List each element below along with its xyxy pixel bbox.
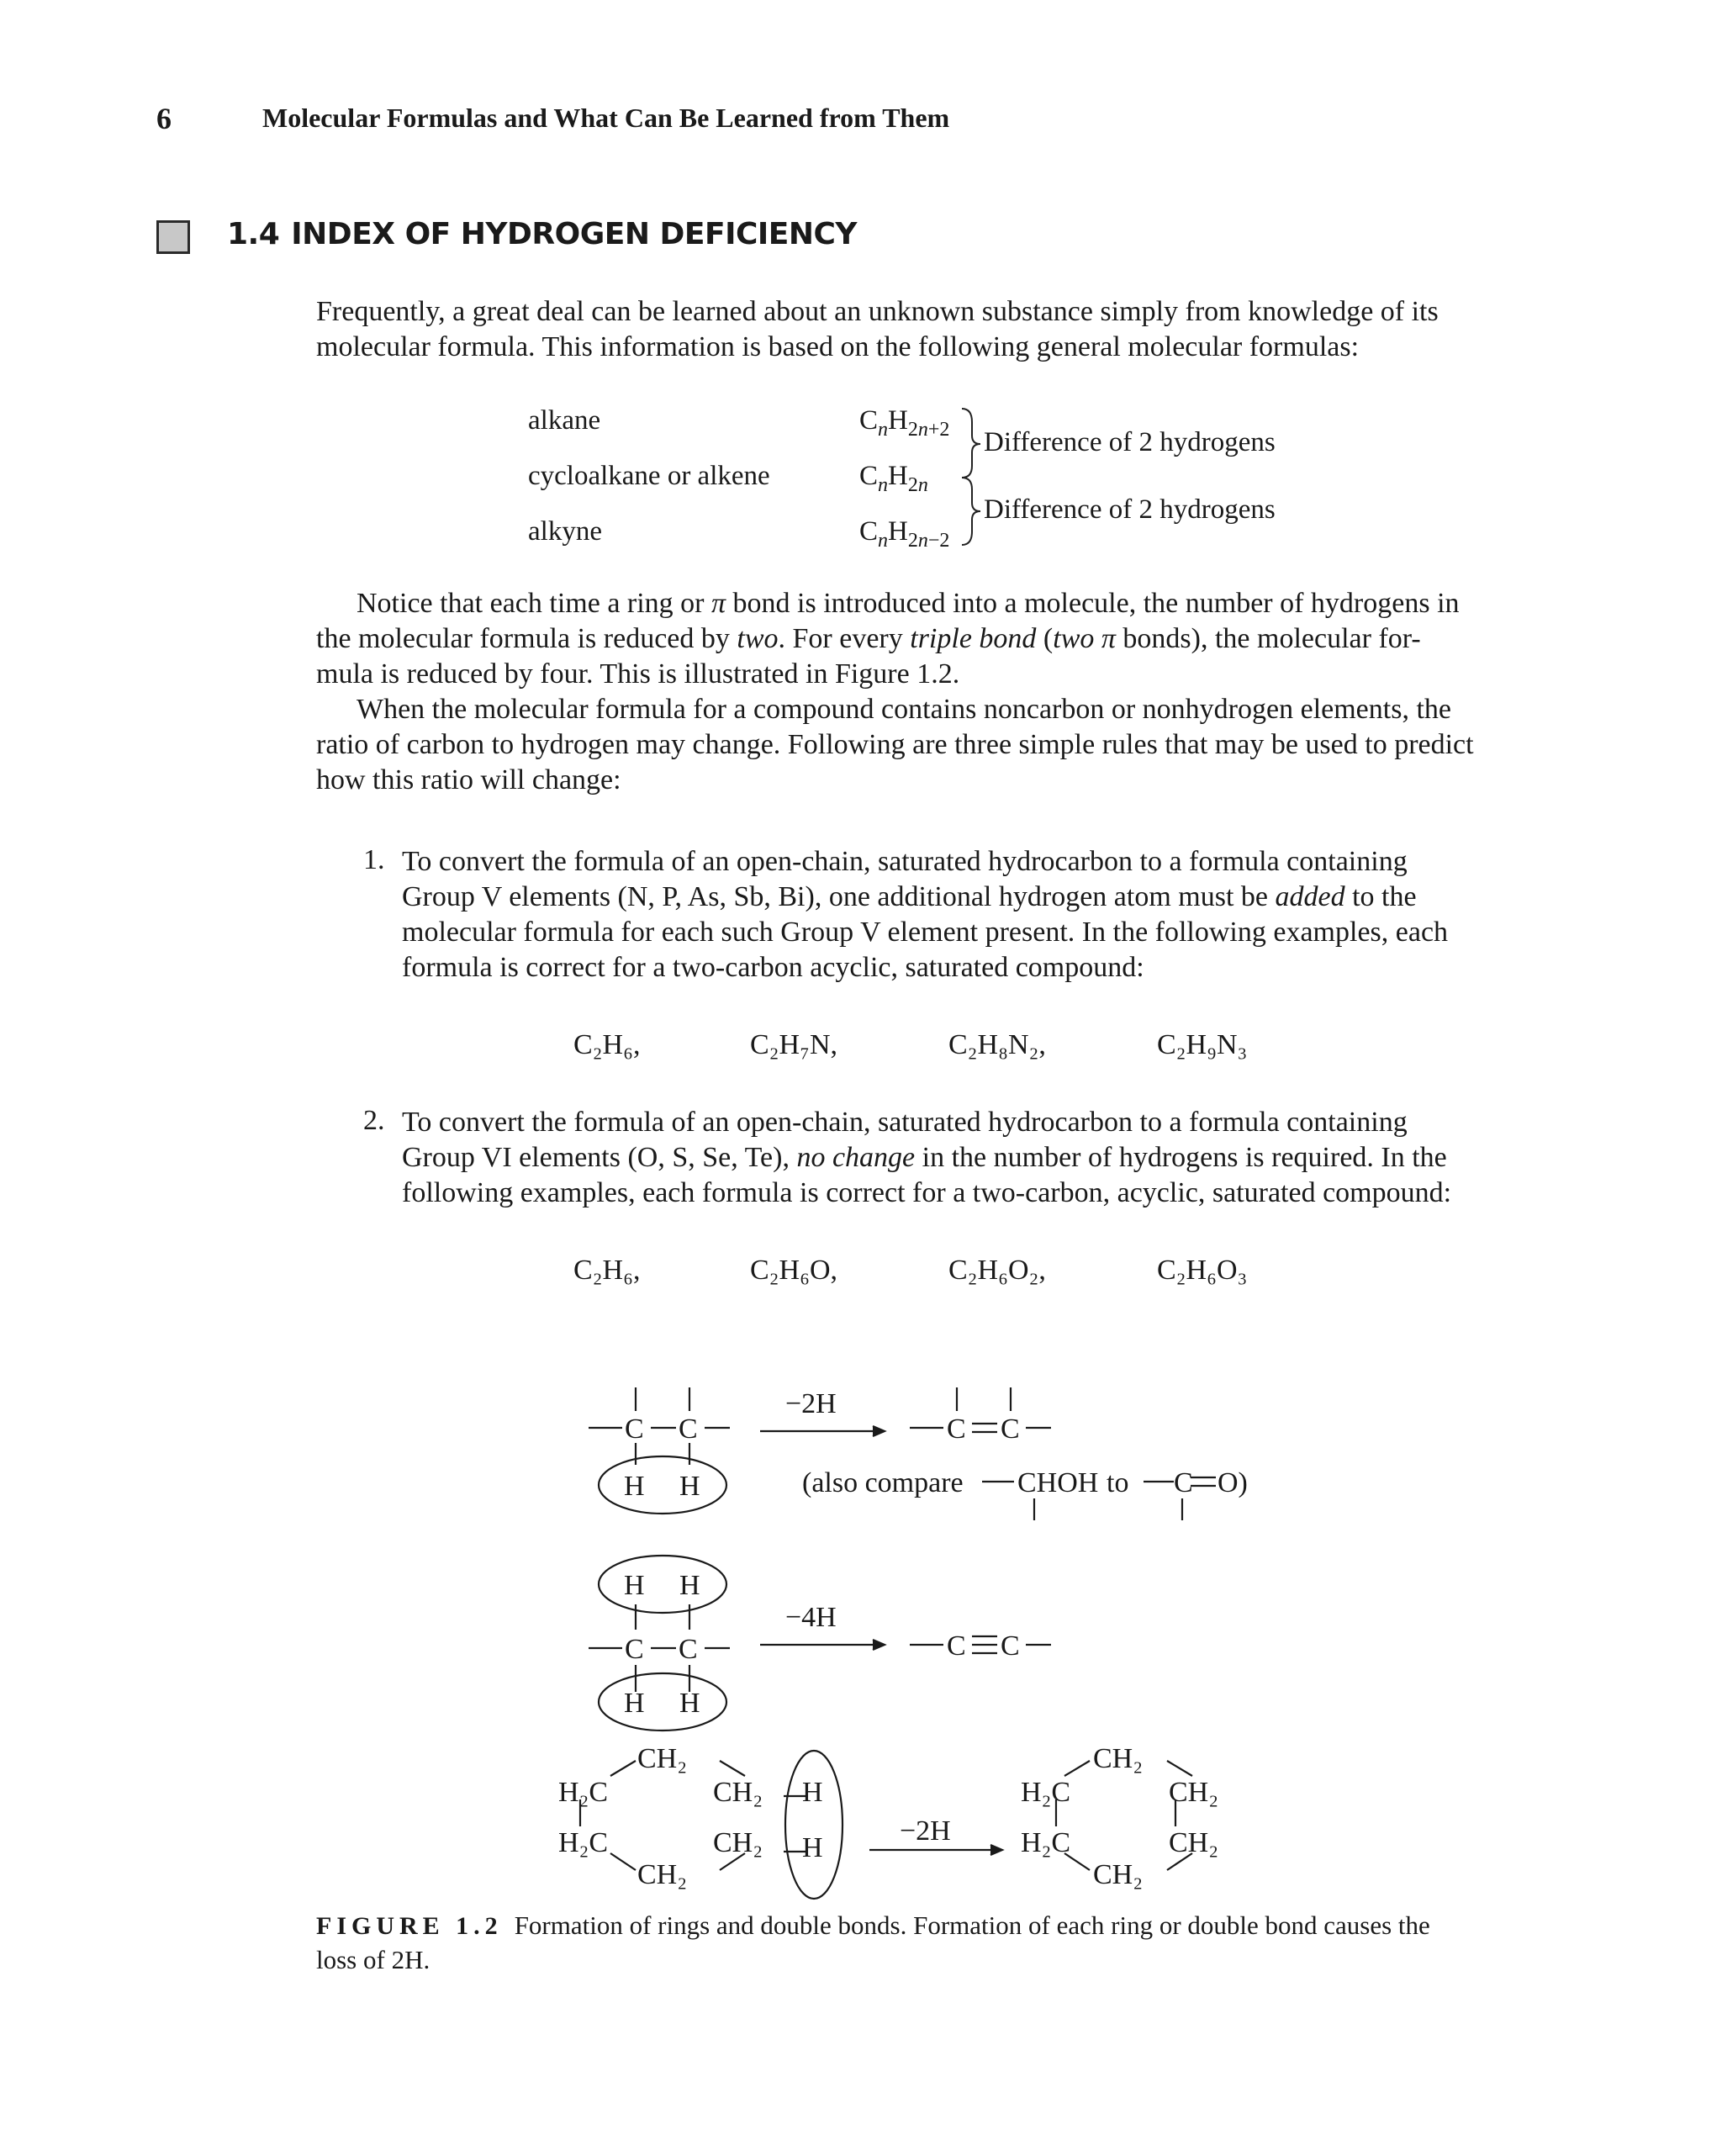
row2-right-structure	[910, 1636, 1051, 1653]
brace-1	[962, 409, 980, 478]
row1-left-structure	[589, 1387, 730, 1514]
also-compare-o: O)	[1218, 1467, 1248, 1498]
intro-line-1: Frequently, a great deal can be learned about an unknown substance simply from knowledge of its	[316, 296, 1439, 327]
row1-left-h1: H	[624, 1471, 645, 1502]
row3-left-ch2-r1: CH₂	[713, 1777, 763, 1808]
row2-top-h1: H	[624, 1570, 645, 1601]
row3-right-ch2-top: CH₂	[1093, 1743, 1144, 1774]
caption-text: Formation of rings and double bonds. Formation of each ring or double bond causes the	[514, 1910, 1430, 1940]
row1-right-structure	[910, 1387, 1051, 1432]
row3-left-h2c-1: H₂C	[558, 1777, 609, 1808]
row3-h-top: H	[802, 1777, 823, 1808]
row3-minus-2h: −2H	[900, 1815, 951, 1847]
row2-minus-4h: −4H	[785, 1602, 837, 1633]
also-compare-choh: CHOH	[1017, 1467, 1099, 1498]
difference-label-1: Difference of 2 hydrogens	[984, 427, 1276, 457]
row3-h-bottom: H	[802, 1832, 823, 1863]
row1-right-c2: C	[1001, 1414, 1020, 1445]
formula-alkyne: $C_nH_{2n-2}$	[859, 516, 950, 552]
rule-2-example-1: C₂H₆,	[573, 1255, 641, 1286]
row1-left-h2: H	[679, 1471, 700, 1502]
rule-1-example-1: C₂H₆,	[573, 1029, 641, 1060]
notice-line-3: mula is reduced by four. This is illustrated in Figure 1.2.	[316, 658, 960, 690]
page-number: 6	[156, 102, 172, 135]
intro-paragraph	[316, 294, 1483, 365]
row1-minus-2h: −2H	[785, 1388, 837, 1419]
row2-bottom-h1: H	[624, 1688, 645, 1719]
row1-left-c1: C	[625, 1414, 644, 1445]
also-compare-to: to	[1107, 1467, 1129, 1498]
row1-arrow	[760, 1426, 885, 1436]
rule-2-example-2: C₂H₆O,	[750, 1255, 837, 1286]
rule-1-example-2: C₂H₇N,	[750, 1029, 837, 1060]
formula-name-cycloalkane: cycloalkane or alkene	[528, 461, 770, 491]
row3-left-ch2-r2: CH₂	[713, 1827, 763, 1858]
formula-name-alkyne: alkyne	[528, 516, 602, 547]
section-heading	[227, 217, 857, 251]
rule-1-example-3: C₂H₈N₂,	[948, 1029, 1046, 1060]
also-compare-c: C	[1174, 1467, 1193, 1498]
difference-label-2: Difference of 2 hydrogens	[984, 494, 1276, 525]
rule-1-number: 1.	[363, 844, 385, 875]
rule-2-number: 2.	[363, 1105, 385, 1136]
row3-left-ch2-bottom: CH₂	[637, 1859, 688, 1890]
rule-1-text: To convert the formula of an open-chain, saturated hydrocarbon to a formula containing Group V elements (N, P, As, Sb, Bi), one additional hydrogen atom must be added to the molecular formula for each such Group V element present. In the following examples, each formula is correct for a two-carbon acyclic, saturated compound:	[402, 846, 1449, 983]
rule-2-example-3: C₂H₆O₂,	[948, 1255, 1046, 1286]
section-number: 1.4	[227, 217, 280, 251]
rule-2-example-4: C₂H₆O₃	[1157, 1255, 1248, 1286]
formula-name-alkane: alkane	[528, 405, 601, 436]
notice-line-2: the molecular formula is reduced by two. For every triple bond (two π bonds), the molecular for-	[316, 623, 1421, 654]
running-header	[0, 94, 1722, 145]
brace-2	[962, 478, 980, 545]
when-line-3: how this ratio will change:	[316, 764, 621, 795]
row2-arrow	[760, 1640, 885, 1650]
row2-c2: C	[679, 1634, 698, 1665]
notice-line-1: Notice that each time a ring or π bond is introduced into a molecule, the number of hydrogens in	[357, 588, 1460, 619]
row3-right-ch2-r1: CH₂	[1169, 1777, 1219, 1808]
formula-cycloalkane: $C_nH_{2n}$	[859, 461, 928, 496]
row2-top-h2: H	[679, 1570, 700, 1601]
figure-label: FIGURE 1.2	[316, 1912, 503, 1940]
rule-1-example-4: C₂H₉N₃	[1157, 1029, 1248, 1060]
section-title: INDEX OF HYDROGEN DEFICIENCY	[291, 217, 857, 251]
row3-right-h2c-1: H₂C	[1021, 1777, 1071, 1808]
row3-right-h2c-2: H₂C	[1021, 1827, 1071, 1858]
row2-left-structure	[589, 1556, 730, 1731]
row3-right-ch2-bottom: CH₂	[1093, 1859, 1144, 1890]
running-title: Molecular Formulas and What Can Be Learned from Them	[262, 103, 950, 133]
row2-c1: C	[625, 1634, 644, 1665]
when-line-1: When the molecular formula for a compound contains noncarbon or nonhydrogen elements, the	[357, 694, 1451, 725]
row3-right-ch2-r2: CH₂	[1169, 1827, 1219, 1858]
figure-caption	[316, 1909, 1483, 1977]
when-line-2: ratio of carbon to hydrogen may change. Following are three simple rules that may be used to predict	[316, 729, 1474, 760]
rule-2-text: To convert the formula of an open-chain, saturated hydrocarbon to a formula containing Group VI elements (O, S, Se, Te), no change in the number of hydrogens is required. In the following examples, each formula is correct for a two-carbon, acyclic, saturated compound:	[402, 1107, 1452, 1208]
row3-left-structure	[580, 1751, 843, 1899]
section-marker-square	[156, 220, 190, 254]
row3-left-ch2-top: CH₂	[637, 1743, 688, 1774]
figure-1-2	[0, 1362, 1722, 1917]
when-paragraph	[316, 692, 1483, 798]
row3-left-h2c-2: H₂C	[558, 1827, 609, 1858]
notice-paragraph	[316, 586, 1483, 692]
intro-line-2: molecular formula. This information is based on the following general molecular formulas:	[316, 331, 1360, 362]
row2-right-c1: C	[947, 1630, 966, 1662]
caption-text-2: loss of 2H.	[316, 1945, 430, 1974]
row2-bottom-h2: H	[679, 1688, 700, 1719]
row1-right-c1: C	[947, 1414, 966, 1445]
row1-left-c2: C	[679, 1414, 698, 1445]
also-compare-prefix: (also compare	[802, 1467, 964, 1498]
formula-alkane: $C_nH_{2n+2}$	[859, 405, 950, 441]
row2-right-c2: C	[1001, 1630, 1020, 1662]
